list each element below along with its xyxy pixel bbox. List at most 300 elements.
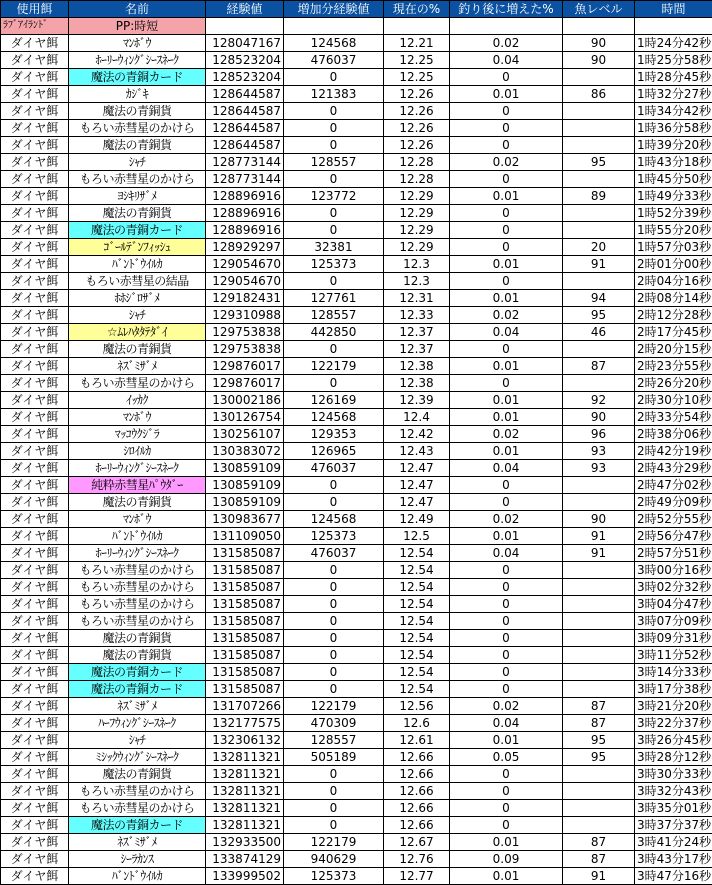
- bait-cell[interactable]: ダイヤ餌: [1, 545, 69, 562]
- gain-cell[interactable]: 127761: [284, 290, 384, 307]
- exp-cell[interactable]: 130002186: [206, 392, 284, 409]
- name-cell[interactable]: 魔法の青銅貨: [69, 103, 206, 120]
- bait-cell[interactable]: ダイヤ餌: [1, 477, 69, 494]
- time-cell[interactable]: 2時42分19秒: [635, 443, 712, 460]
- name-cell[interactable]: ﾎｰﾘｰｳｨﾝｸﾞｼｰｽﾈｰｸ: [69, 460, 206, 477]
- current-pct-cell[interactable]: 12.25: [384, 52, 450, 69]
- current-pct-cell[interactable]: 12.54: [384, 681, 450, 698]
- bait-cell[interactable]: ダイヤ餌: [1, 358, 69, 375]
- fish-level-cell[interactable]: [563, 664, 635, 681]
- gain-cell[interactable]: 476037: [284, 52, 384, 69]
- gain-cell[interactable]: 0: [284, 341, 384, 358]
- current-pct-cell[interactable]: 12.56: [384, 698, 450, 715]
- bait-cell[interactable]: ダイヤ餌: [1, 817, 69, 834]
- name-cell[interactable]: もろい赤彗星のかけら: [69, 562, 206, 579]
- gain-cell[interactable]: 121383: [284, 86, 384, 103]
- exp-cell[interactable]: 133999502: [206, 868, 284, 885]
- name-cell[interactable]: ﾏｯｺｳｸｼﾞﾗ: [69, 426, 206, 443]
- current-pct-cell[interactable]: 12.6: [384, 715, 450, 732]
- name-cell[interactable]: 魔法の青銅カード: [69, 222, 206, 239]
- exp-cell[interactable]: 129876017: [206, 375, 284, 392]
- bait-cell[interactable]: ダイヤ餌: [1, 562, 69, 579]
- bait-cell[interactable]: ダイヤ餌: [1, 528, 69, 545]
- exp-cell[interactable]: 129182431: [206, 290, 284, 307]
- current-pct-cell[interactable]: 12.39: [384, 392, 450, 409]
- fish-level-cell[interactable]: [563, 579, 635, 596]
- gain-cell[interactable]: 0: [284, 273, 384, 290]
- time-cell[interactable]: 3時30分33秒: [635, 766, 712, 783]
- name-cell[interactable]: ﾈｽﾞﾐｻﾞﾒ: [69, 698, 206, 715]
- header-gain[interactable]: 増加分経験値: [284, 1, 384, 18]
- name-cell[interactable]: 純粋赤彗星ﾊﾟｳﾀﾞｰ: [69, 477, 206, 494]
- increase-pct-cell[interactable]: 0: [450, 681, 563, 698]
- time-cell[interactable]: 2時47分02秒: [635, 477, 712, 494]
- gain-cell[interactable]: 128557: [284, 307, 384, 324]
- bait-cell[interactable]: ダイヤ餌: [1, 273, 69, 290]
- time-cell[interactable]: 3時14分33秒: [635, 664, 712, 681]
- exp-cell[interactable]: 131707266: [206, 698, 284, 715]
- increase-pct-cell[interactable]: 0: [450, 171, 563, 188]
- gain-cell[interactable]: 0: [284, 783, 384, 800]
- current-pct-cell[interactable]: 12.26: [384, 103, 450, 120]
- gain-cell[interactable]: 0: [284, 766, 384, 783]
- gain-cell[interactable]: 122179: [284, 358, 384, 375]
- current-pct-cell[interactable]: 12.61: [384, 732, 450, 749]
- fish-level-cell[interactable]: [563, 375, 635, 392]
- bait-cell[interactable]: ダイヤ餌: [1, 409, 69, 426]
- empty-cell[interactable]: [450, 18, 563, 35]
- current-pct-cell[interactable]: 12.28: [384, 154, 450, 171]
- name-cell[interactable]: ﾊﾞﾝﾄﾞｳｲﾙｶ: [69, 868, 206, 885]
- increase-pct-cell[interactable]: 0: [450, 375, 563, 392]
- time-cell[interactable]: 2時04分16秒: [635, 273, 712, 290]
- name-cell[interactable]: もろい赤彗星のかけら: [69, 171, 206, 188]
- exp-cell[interactable]: 130983677: [206, 511, 284, 528]
- fish-level-cell[interactable]: 92: [563, 392, 635, 409]
- time-cell[interactable]: 2時38分06秒: [635, 426, 712, 443]
- increase-pct-cell[interactable]: 0.02: [450, 511, 563, 528]
- empty-cell[interactable]: [384, 18, 450, 35]
- time-cell[interactable]: 1時43分18秒: [635, 154, 712, 171]
- exp-cell[interactable]: 132811321: [206, 766, 284, 783]
- current-pct-cell[interactable]: 12.25: [384, 69, 450, 86]
- time-cell[interactable]: 1時32分27秒: [635, 86, 712, 103]
- bait-cell[interactable]: ダイヤ餌: [1, 681, 69, 698]
- gain-cell[interactable]: 476037: [284, 460, 384, 477]
- exp-cell[interactable]: 131585087: [206, 596, 284, 613]
- time-cell[interactable]: 1時57分03秒: [635, 239, 712, 256]
- current-pct-cell[interactable]: 12.3: [384, 256, 450, 273]
- bait-cell[interactable]: ダイヤ餌: [1, 834, 69, 851]
- gain-cell[interactable]: 128557: [284, 732, 384, 749]
- gain-cell[interactable]: 0: [284, 596, 384, 613]
- increase-pct-cell[interactable]: 0: [450, 579, 563, 596]
- fish-level-cell[interactable]: [563, 630, 635, 647]
- name-cell[interactable]: もろい赤彗星のかけら: [69, 613, 206, 630]
- name-cell[interactable]: もろい赤彗星のかけら: [69, 579, 206, 596]
- gain-cell[interactable]: 122179: [284, 698, 384, 715]
- increase-pct-cell[interactable]: 0.04: [450, 324, 563, 341]
- bait-cell[interactable]: ダイヤ餌: [1, 783, 69, 800]
- name-cell[interactable]: ﾖｼｷﾘｻﾞﾒ: [69, 188, 206, 205]
- bait-cell[interactable]: ダイヤ餌: [1, 749, 69, 766]
- name-cell[interactable]: ﾎﾎｼﾞﾛｻﾞﾒ: [69, 290, 206, 307]
- current-pct-cell[interactable]: 12.42: [384, 426, 450, 443]
- fish-level-cell[interactable]: 91: [563, 528, 635, 545]
- gain-cell[interactable]: 126169: [284, 392, 384, 409]
- exp-cell[interactable]: 129054670: [206, 256, 284, 273]
- fish-level-cell[interactable]: [563, 273, 635, 290]
- fish-level-cell[interactable]: 87: [563, 715, 635, 732]
- fish-level-cell[interactable]: 86: [563, 86, 635, 103]
- current-pct-cell[interactable]: 12.76: [384, 851, 450, 868]
- time-cell[interactable]: 1時52分39秒: [635, 205, 712, 222]
- name-cell[interactable]: 魔法の青銅カード: [69, 817, 206, 834]
- time-cell[interactable]: 3時00分16秒: [635, 562, 712, 579]
- gain-cell[interactable]: 0: [284, 222, 384, 239]
- increase-pct-cell[interactable]: 0.05: [450, 749, 563, 766]
- current-pct-cell[interactable]: 12.31: [384, 290, 450, 307]
- exp-cell[interactable]: 131585087: [206, 562, 284, 579]
- name-cell[interactable]: 魔法の青銅貨: [69, 630, 206, 647]
- name-cell[interactable]: もろい赤彗星のかけら: [69, 120, 206, 137]
- bait-cell[interactable]: ダイヤ餌: [1, 103, 69, 120]
- fish-level-cell[interactable]: 95: [563, 154, 635, 171]
- gain-cell[interactable]: 442850: [284, 324, 384, 341]
- bait-cell[interactable]: ダイヤ餌: [1, 205, 69, 222]
- current-pct-cell[interactable]: 12.47: [384, 460, 450, 477]
- increase-pct-cell[interactable]: 0.02: [450, 698, 563, 715]
- current-pct-cell[interactable]: 12.54: [384, 545, 450, 562]
- name-cell[interactable]: ﾐｼｯｸｳｨﾝｸﾞｼｰｽﾈｰｸ: [69, 749, 206, 766]
- fish-level-cell[interactable]: [563, 596, 635, 613]
- increase-pct-cell[interactable]: 0: [450, 664, 563, 681]
- fish-level-cell[interactable]: [563, 477, 635, 494]
- increase-pct-cell[interactable]: 0: [450, 562, 563, 579]
- gain-cell[interactable]: 470309: [284, 715, 384, 732]
- current-pct-cell[interactable]: 12.54: [384, 613, 450, 630]
- exp-cell[interactable]: 130383072: [206, 443, 284, 460]
- gain-cell[interactable]: 122179: [284, 834, 384, 851]
- bait-cell[interactable]: ダイヤ餌: [1, 256, 69, 273]
- name-cell[interactable]: 魔法の青銅貨: [69, 647, 206, 664]
- increase-pct-cell[interactable]: 0: [450, 69, 563, 86]
- current-pct-cell[interactable]: 12.54: [384, 630, 450, 647]
- header-fish-level[interactable]: 魚レベル: [563, 1, 635, 18]
- increase-pct-cell[interactable]: 0.04: [450, 460, 563, 477]
- time-cell[interactable]: 3時28分12秒: [635, 749, 712, 766]
- name-cell[interactable]: 魔法の青銅貨: [69, 205, 206, 222]
- empty-cell[interactable]: [563, 18, 635, 35]
- name-cell[interactable]: ﾊﾞﾝﾄﾞｳｲﾙｶ: [69, 256, 206, 273]
- exp-cell[interactable]: 128896916: [206, 205, 284, 222]
- time-cell[interactable]: 2時43分29秒: [635, 460, 712, 477]
- name-cell[interactable]: 魔法の青銅貨: [69, 494, 206, 511]
- bait-cell[interactable]: ダイヤ餌: [1, 511, 69, 528]
- bait-cell[interactable]: ダイヤ餌: [1, 290, 69, 307]
- exp-cell[interactable]: 128896916: [206, 222, 284, 239]
- name-cell[interactable]: もろい赤彗星の結晶: [69, 273, 206, 290]
- fish-level-cell[interactable]: [563, 120, 635, 137]
- fish-level-cell[interactable]: 93: [563, 460, 635, 477]
- fish-level-cell[interactable]: 93: [563, 443, 635, 460]
- name-cell[interactable]: 魔法の青銅カード: [69, 681, 206, 698]
- name-cell[interactable]: ｼﾛｲﾙｶ: [69, 443, 206, 460]
- fish-level-cell[interactable]: 90: [563, 511, 635, 528]
- increase-pct-cell[interactable]: 0.01: [450, 86, 563, 103]
- bait-cell[interactable]: ダイヤ餌: [1, 222, 69, 239]
- name-cell[interactable]: ｶｼﾞｷ: [69, 86, 206, 103]
- header-current-pct[interactable]: 現在の%: [384, 1, 450, 18]
- fish-level-cell[interactable]: 87: [563, 851, 635, 868]
- empty-cell[interactable]: [635, 18, 712, 35]
- current-pct-cell[interactable]: 12.54: [384, 562, 450, 579]
- fish-level-cell[interactable]: [563, 137, 635, 154]
- name-cell[interactable]: もろい赤彗星のかけら: [69, 783, 206, 800]
- increase-pct-cell[interactable]: 0.01: [450, 256, 563, 273]
- increase-pct-cell[interactable]: 0.01: [450, 443, 563, 460]
- current-pct-cell[interactable]: 12.4: [384, 409, 450, 426]
- current-pct-cell[interactable]: 12.77: [384, 868, 450, 885]
- gain-cell[interactable]: 123772: [284, 188, 384, 205]
- fish-level-cell[interactable]: [563, 494, 635, 511]
- gain-cell[interactable]: 0: [284, 613, 384, 630]
- increase-pct-cell[interactable]: 0.02: [450, 35, 563, 52]
- increase-pct-cell[interactable]: 0.02: [450, 307, 563, 324]
- time-cell[interactable]: 3時07分09秒: [635, 613, 712, 630]
- current-pct-cell[interactable]: 12.47: [384, 494, 450, 511]
- exp-cell[interactable]: 128773144: [206, 154, 284, 171]
- name-cell[interactable]: 魔法の青銅貨: [69, 766, 206, 783]
- gain-cell[interactable]: 0: [284, 681, 384, 698]
- bait-cell[interactable]: ダイヤ餌: [1, 307, 69, 324]
- current-pct-cell[interactable]: 12.21: [384, 35, 450, 52]
- header-time[interactable]: 時間: [635, 1, 712, 18]
- current-pct-cell[interactable]: 12.54: [384, 579, 450, 596]
- increase-pct-cell[interactable]: 0.01: [450, 528, 563, 545]
- exp-cell[interactable]: 131585087: [206, 613, 284, 630]
- exp-cell[interactable]: 130126754: [206, 409, 284, 426]
- increase-pct-cell[interactable]: 0.01: [450, 358, 563, 375]
- bait-cell[interactable]: ダイヤ餌: [1, 188, 69, 205]
- increase-pct-cell[interactable]: 0: [450, 783, 563, 800]
- exp-cell[interactable]: 128047167: [206, 35, 284, 52]
- increase-pct-cell[interactable]: 0: [450, 137, 563, 154]
- increase-pct-cell[interactable]: 0: [450, 494, 563, 511]
- exp-cell[interactable]: 132811321: [206, 749, 284, 766]
- fish-level-cell[interactable]: 87: [563, 698, 635, 715]
- meta-note-cell[interactable]: PP:時短: [69, 18, 206, 35]
- fish-level-cell[interactable]: 20: [563, 239, 635, 256]
- fish-level-cell[interactable]: 96: [563, 426, 635, 443]
- gain-cell[interactable]: 125373: [284, 256, 384, 273]
- current-pct-cell[interactable]: 12.29: [384, 188, 450, 205]
- name-cell[interactable]: ｼｬﾁ: [69, 307, 206, 324]
- exp-cell[interactable]: 131585087: [206, 664, 284, 681]
- name-cell[interactable]: もろい赤彗星のかけら: [69, 596, 206, 613]
- name-cell[interactable]: 魔法の青銅貨: [69, 341, 206, 358]
- gain-cell[interactable]: 0: [284, 103, 384, 120]
- name-cell[interactable]: ☆ﾑﾚﾊﾀﾀﾃﾀﾞｲ: [69, 324, 206, 341]
- name-cell[interactable]: もろい赤彗星のかけら: [69, 800, 206, 817]
- gain-cell[interactable]: 0: [284, 69, 384, 86]
- increase-pct-cell[interactable]: 0: [450, 120, 563, 137]
- bait-cell[interactable]: ダイヤ餌: [1, 86, 69, 103]
- exp-cell[interactable]: 130256107: [206, 426, 284, 443]
- time-cell[interactable]: 2時30分10秒: [635, 392, 712, 409]
- current-pct-cell[interactable]: 12.5: [384, 528, 450, 545]
- increase-pct-cell[interactable]: 0: [450, 630, 563, 647]
- exp-cell[interactable]: 128644587: [206, 86, 284, 103]
- fish-level-cell[interactable]: 91: [563, 256, 635, 273]
- exp-cell[interactable]: 131585087: [206, 630, 284, 647]
- name-cell[interactable]: もろい赤彗星のかけら: [69, 375, 206, 392]
- gain-cell[interactable]: 125373: [284, 868, 384, 885]
- exp-cell[interactable]: 128523204: [206, 52, 284, 69]
- bait-cell[interactable]: ダイヤ餌: [1, 732, 69, 749]
- current-pct-cell[interactable]: 12.38: [384, 375, 450, 392]
- gain-cell[interactable]: 0: [284, 579, 384, 596]
- time-cell[interactable]: 3時32分43秒: [635, 783, 712, 800]
- gain-cell[interactable]: 0: [284, 647, 384, 664]
- time-cell[interactable]: 1時39分20秒: [635, 137, 712, 154]
- fish-level-cell[interactable]: [563, 562, 635, 579]
- name-cell[interactable]: ﾈｽﾞﾐｻﾞﾒ: [69, 834, 206, 851]
- current-pct-cell[interactable]: 12.26: [384, 120, 450, 137]
- fish-level-cell[interactable]: 90: [563, 35, 635, 52]
- gain-cell[interactable]: 124568: [284, 511, 384, 528]
- time-cell[interactable]: 3時11分52秒: [635, 647, 712, 664]
- time-cell[interactable]: 2時26分20秒: [635, 375, 712, 392]
- fish-level-cell[interactable]: 89: [563, 188, 635, 205]
- exp-cell[interactable]: 129753838: [206, 324, 284, 341]
- fish-level-cell[interactable]: [563, 205, 635, 222]
- gain-cell[interactable]: 124568: [284, 409, 384, 426]
- gain-cell[interactable]: 0: [284, 137, 384, 154]
- gain-cell[interactable]: 124568: [284, 35, 384, 52]
- name-cell[interactable]: ﾈｽﾞﾐｻﾞﾒ: [69, 358, 206, 375]
- fish-level-cell[interactable]: 87: [563, 834, 635, 851]
- current-pct-cell[interactable]: 12.29: [384, 239, 450, 256]
- name-cell[interactable]: ﾏﾝﾎﾞｳ: [69, 409, 206, 426]
- increase-pct-cell[interactable]: 0.01: [450, 834, 563, 851]
- current-pct-cell[interactable]: 12.29: [384, 205, 450, 222]
- name-cell[interactable]: ｼｬﾁ: [69, 732, 206, 749]
- bait-cell[interactable]: ダイヤ餌: [1, 69, 69, 86]
- exp-cell[interactable]: 128523204: [206, 69, 284, 86]
- bait-cell[interactable]: ダイヤ餌: [1, 460, 69, 477]
- exp-cell[interactable]: 129876017: [206, 358, 284, 375]
- exp-cell[interactable]: 131585087: [206, 681, 284, 698]
- bait-cell[interactable]: ダイヤ餌: [1, 52, 69, 69]
- current-pct-cell[interactable]: 12.26: [384, 137, 450, 154]
- gain-cell[interactable]: 0: [284, 800, 384, 817]
- bait-cell[interactable]: ダイヤ餌: [1, 596, 69, 613]
- fish-level-cell[interactable]: 91: [563, 545, 635, 562]
- time-cell[interactable]: 2時57分51秒: [635, 545, 712, 562]
- bait-cell[interactable]: ダイヤ餌: [1, 137, 69, 154]
- gain-cell[interactable]: 0: [284, 171, 384, 188]
- time-cell[interactable]: 3時43分17秒: [635, 851, 712, 868]
- fish-level-cell[interactable]: 87: [563, 358, 635, 375]
- gain-cell[interactable]: 0: [284, 664, 384, 681]
- fish-level-cell[interactable]: [563, 103, 635, 120]
- name-cell[interactable]: ﾎｰﾘｰｳｨﾝｸﾞｼｰｽﾈｰｸ: [69, 52, 206, 69]
- exp-cell[interactable]: 130859109: [206, 494, 284, 511]
- bait-cell[interactable]: ダイヤ餌: [1, 630, 69, 647]
- exp-cell[interactable]: 129753838: [206, 341, 284, 358]
- time-cell[interactable]: 2時33分54秒: [635, 409, 712, 426]
- bait-cell[interactable]: ダイヤ餌: [1, 579, 69, 596]
- time-cell[interactable]: 3時35分01秒: [635, 800, 712, 817]
- exp-cell[interactable]: 132177575: [206, 715, 284, 732]
- exp-cell[interactable]: 132933500: [206, 834, 284, 851]
- gain-cell[interactable]: 128557: [284, 154, 384, 171]
- exp-cell[interactable]: 128773144: [206, 171, 284, 188]
- increase-pct-cell[interactable]: 0: [450, 205, 563, 222]
- fish-level-cell[interactable]: 90: [563, 52, 635, 69]
- increase-pct-cell[interactable]: 0: [450, 103, 563, 120]
- bait-cell[interactable]: ダイヤ餌: [1, 766, 69, 783]
- fish-level-cell[interactable]: [563, 222, 635, 239]
- bait-cell[interactable]: ダイヤ餌: [1, 426, 69, 443]
- bait-cell[interactable]: ダイヤ餌: [1, 120, 69, 137]
- increase-pct-cell[interactable]: 0.01: [450, 868, 563, 885]
- name-cell[interactable]: 魔法の青銅貨: [69, 137, 206, 154]
- fish-level-cell[interactable]: [563, 613, 635, 630]
- gain-cell[interactable]: 32381: [284, 239, 384, 256]
- gain-cell[interactable]: 0: [284, 494, 384, 511]
- current-pct-cell[interactable]: 12.43: [384, 443, 450, 460]
- header-bait[interactable]: 使用餌: [1, 1, 69, 18]
- current-pct-cell[interactable]: 12.54: [384, 664, 450, 681]
- increase-pct-cell[interactable]: 0: [450, 596, 563, 613]
- exp-cell[interactable]: 131585087: [206, 647, 284, 664]
- header-increase-pct[interactable]: 釣り後に増えた%: [450, 1, 563, 18]
- time-cell[interactable]: 2時12分28秒: [635, 307, 712, 324]
- increase-pct-cell[interactable]: 0.01: [450, 392, 563, 409]
- gain-cell[interactable]: 125373: [284, 528, 384, 545]
- exp-cell[interactable]: 132811321: [206, 817, 284, 834]
- current-pct-cell[interactable]: 12.67: [384, 834, 450, 851]
- current-pct-cell[interactable]: 12.37: [384, 324, 450, 341]
- increase-pct-cell[interactable]: 0: [450, 766, 563, 783]
- fish-level-cell[interactable]: 46: [563, 324, 635, 341]
- header-exp[interactable]: 経験値: [206, 1, 284, 18]
- exp-cell[interactable]: 131585087: [206, 579, 284, 596]
- exp-cell[interactable]: 132811321: [206, 783, 284, 800]
- bait-cell[interactable]: ダイヤ餌: [1, 647, 69, 664]
- name-cell[interactable]: ﾏﾝﾎﾞｳ: [69, 511, 206, 528]
- gain-cell[interactable]: 940629: [284, 851, 384, 868]
- bait-cell[interactable]: ダイヤ餌: [1, 664, 69, 681]
- increase-pct-cell[interactable]: 0.04: [450, 52, 563, 69]
- time-cell[interactable]: 3時02分32秒: [635, 579, 712, 596]
- exp-cell[interactable]: 132306132: [206, 732, 284, 749]
- time-cell[interactable]: 2時56分47秒: [635, 528, 712, 545]
- increase-pct-cell[interactable]: 0.01: [450, 732, 563, 749]
- bait-cell[interactable]: ダイヤ餌: [1, 494, 69, 511]
- current-pct-cell[interactable]: 12.54: [384, 596, 450, 613]
- increase-pct-cell[interactable]: 0: [450, 817, 563, 834]
- time-cell[interactable]: 2時08分14秒: [635, 290, 712, 307]
- meta-location-cell[interactable]: ﾗﾌﾞｱｲﾗﾝﾄﾞ: [1, 18, 69, 35]
- current-pct-cell[interactable]: 12.66: [384, 800, 450, 817]
- increase-pct-cell[interactable]: 0.02: [450, 154, 563, 171]
- current-pct-cell[interactable]: 12.66: [384, 817, 450, 834]
- name-cell[interactable]: ｲｯｶｸ: [69, 392, 206, 409]
- time-cell[interactable]: 3時37分37秒: [635, 817, 712, 834]
